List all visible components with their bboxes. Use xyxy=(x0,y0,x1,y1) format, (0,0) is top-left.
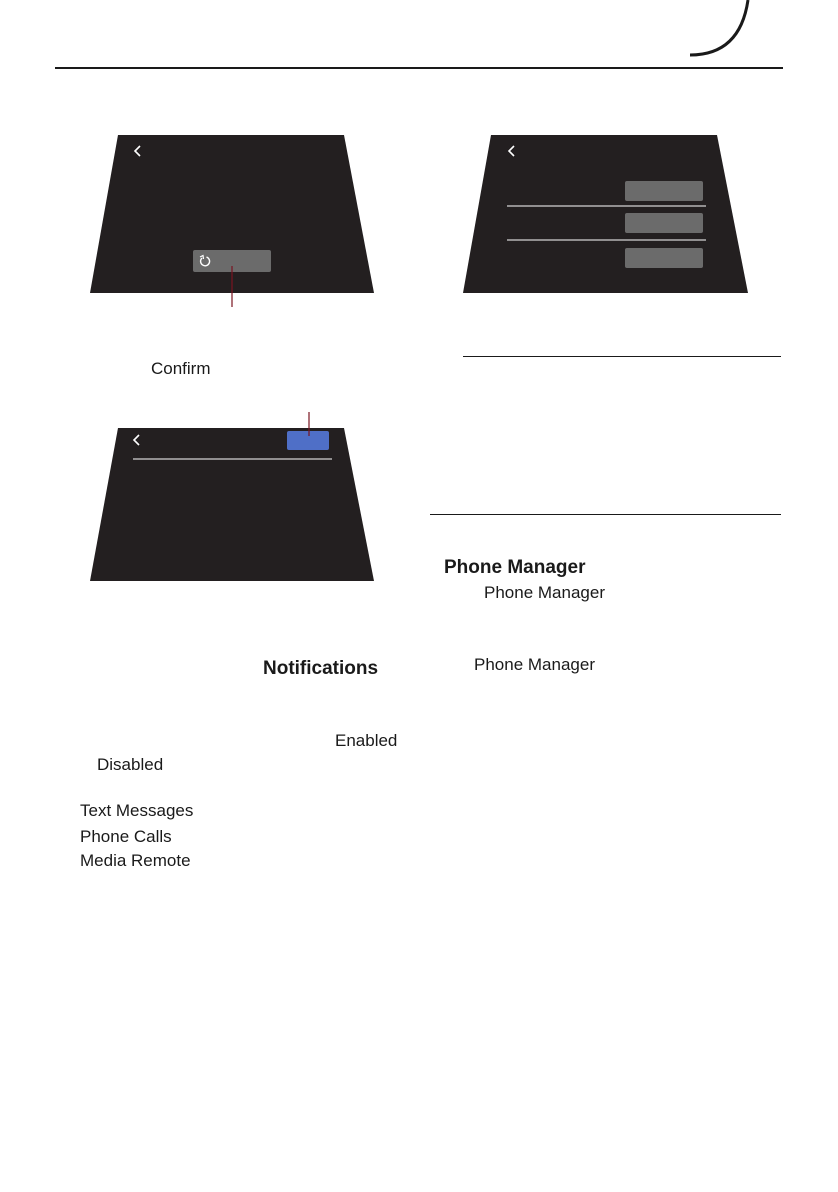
enabled-label: Enabled xyxy=(335,731,398,750)
text-messages-label: Text Messages xyxy=(80,801,194,820)
media-remote-label: Media Remote xyxy=(80,851,191,870)
screen-device-list xyxy=(463,135,749,295)
phone-manager-heading: Phone Manager xyxy=(444,557,586,578)
list-button-1 xyxy=(625,181,703,201)
confirm-button xyxy=(287,431,329,450)
section-rule xyxy=(430,514,781,515)
list-button-2 xyxy=(625,213,703,233)
phone-manager-text-1: Phone Manager xyxy=(484,583,605,602)
phone-calls-label: Phone Calls xyxy=(80,827,172,846)
screen-reset xyxy=(90,135,375,310)
screen-confirm xyxy=(90,412,375,584)
page-corner-decoration xyxy=(690,0,770,60)
confirm-label: Confirm xyxy=(151,359,211,378)
section-rule xyxy=(463,356,781,357)
list-button-3 xyxy=(625,248,703,268)
disabled-label: Disabled xyxy=(97,755,164,774)
header-rule xyxy=(55,67,783,69)
phone-manager-text-2: Phone Manager xyxy=(474,655,595,674)
notifications-heading: Notifications xyxy=(263,658,379,679)
